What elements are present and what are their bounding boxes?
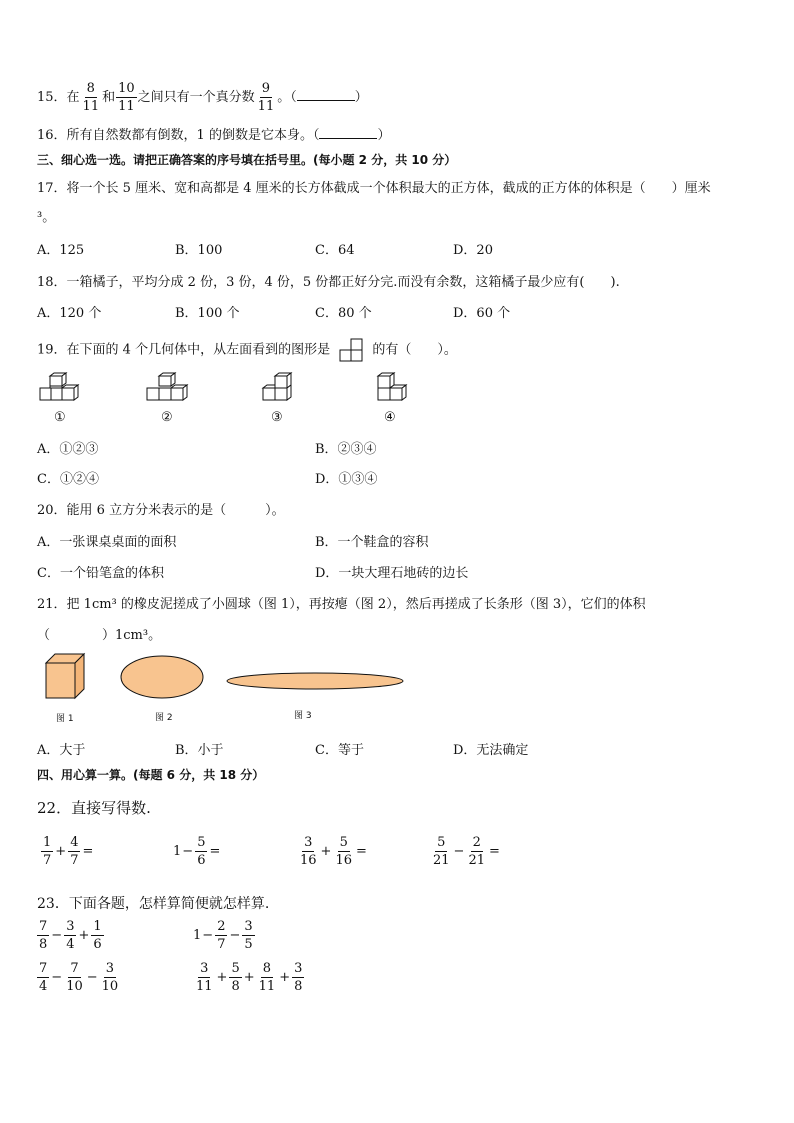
option-d[interactable]: D．①③④	[315, 472, 378, 487]
calc-item-4: $\frac{5}{21}$ − $\frac{2}{21}$ =	[433, 835, 500, 868]
calc-item-5: $\frac{7}{8}$ − $\frac{3}{4}$ + $\frac{1}{6}$	[39, 919, 102, 952]
figure-label-2: ②	[161, 410, 173, 425]
question-20: 20．能用 6 立方分米表示的是（ ）。	[37, 503, 285, 518]
fraction: $\frac{8}{11}$	[82, 81, 100, 114]
option-a[interactable]: A．120 个	[37, 306, 102, 321]
question-16: 16．所有自然数都有倒数，1 的倒数是它本身。（ ）	[37, 128, 391, 143]
cube-figure	[44, 652, 88, 700]
option-a[interactable]: A．大于	[37, 743, 86, 758]
question-21: 21．把 1cm³ 的橡皮泥搓成了小圆球（图 1），再按瘪（图 2），然后再搓成了长条形（图 3），它们的体积	[37, 597, 646, 612]
solid-figure-4	[376, 372, 422, 406]
figure-caption-2: 图 2	[155, 713, 173, 723]
figure-label-3: ③	[271, 410, 283, 425]
calc-item-8: $\frac{3}{11}$ + $\frac{5}{8}$ + $\frac{8}{11}$ + $\frac{3}{8}$	[196, 961, 303, 994]
solid-figure-1	[38, 372, 84, 406]
option-a[interactable]: A．①②③	[37, 442, 99, 457]
question-19: 19．在下面的 4 个几何体中，从左面看到的图形是 的有（ ）。	[37, 338, 457, 362]
option-c[interactable]: C．①②④	[37, 472, 99, 487]
calc-item-3: $\frac{3}{16}$ + $\frac{5}{16}$ =	[300, 835, 367, 868]
answer-blank[interactable]	[297, 88, 355, 101]
option-b[interactable]: B．②③④	[315, 442, 377, 457]
option-a[interactable]: A．一张课桌桌面的面积	[37, 535, 177, 550]
option-b[interactable]: B．100 个	[175, 306, 240, 321]
figure-label-4: ④	[384, 410, 396, 425]
question-18: 18．一箱橘子，平均分成 2 份，3 份，4 份，5 份都正好分完.而没有余数，这箱橘子最少应有( ).	[37, 275, 620, 290]
question-17-continuation: ³。	[37, 210, 56, 225]
solid-figure-3	[259, 372, 305, 406]
solid-figure-2	[145, 372, 191, 406]
option-c[interactable]: C．等于	[315, 743, 364, 758]
option-d[interactable]: D．一块大理石地砖的边长	[315, 566, 469, 581]
figure-caption-1: 图 1	[56, 714, 74, 724]
calc-item-2: 1− $\frac{5}{6}$ =	[173, 835, 221, 868]
question-17: 17．将一个长 5 厘米、宽和高都是 4 厘米的长方体截成一个体积最大的正方体，截成的正方体的体积是（ ）厘米	[37, 181, 711, 196]
question-22: 22．直接写得数.	[37, 799, 151, 817]
fraction: $\frac{10}{11}$	[118, 81, 135, 114]
answer-blank[interactable]	[319, 126, 377, 139]
left-view-shape-icon	[338, 338, 364, 362]
long-strip-figure	[224, 670, 406, 692]
option-c[interactable]: C．一个铅笔盒的体积	[37, 566, 164, 581]
question-23: 23．下面各题，怎样算简便就怎样算.	[37, 896, 270, 912]
option-b[interactable]: B．一个鞋盒的容积	[315, 535, 429, 550]
question-21-continuation: （ ）1cm³。	[37, 628, 162, 643]
option-d[interactable]: D．60 个	[453, 306, 511, 321]
option-a[interactable]: A．125	[37, 243, 85, 258]
option-d[interactable]: D．20	[453, 243, 493, 258]
option-b[interactable]: B．小于	[175, 743, 224, 758]
calc-item-6: 1− $\frac{2}{7}$ − $\frac{3}{5}$	[193, 919, 253, 952]
figure-caption-3: 图 3	[294, 711, 312, 721]
calc-item-1: $\frac{1}{7}$ + $\frac{4}{7}$ =	[43, 835, 94, 868]
flattened-disk-figure	[118, 654, 206, 700]
section-heading-3: 三、细心选一选。请把正确答案的序号填在括号里。(每小题 2 分，共 10 分）	[37, 153, 457, 167]
fraction: $\frac{9}{11}$	[257, 81, 275, 114]
calc-item-7: $\frac{7}{4}$ − $\frac{7}{10}$ − $\frac{3}{10}$	[39, 961, 119, 994]
option-c[interactable]: C．80 个	[315, 306, 372, 321]
question-15: 15．在 $\frac{8}{11}$ 和 $\frac{10}{11}$ 之间只有一个真分数 $\frac{9}{11}$ 。（ ）	[37, 81, 368, 114]
option-c[interactable]: C．64	[315, 243, 355, 258]
option-b[interactable]: B．100	[175, 243, 223, 258]
section-heading-4: 四、用心算一算。(每题 6 分，共 18 分）	[37, 768, 265, 782]
figure-label-1: ①	[54, 410, 66, 425]
option-d[interactable]: D．无法确定	[453, 743, 529, 758]
